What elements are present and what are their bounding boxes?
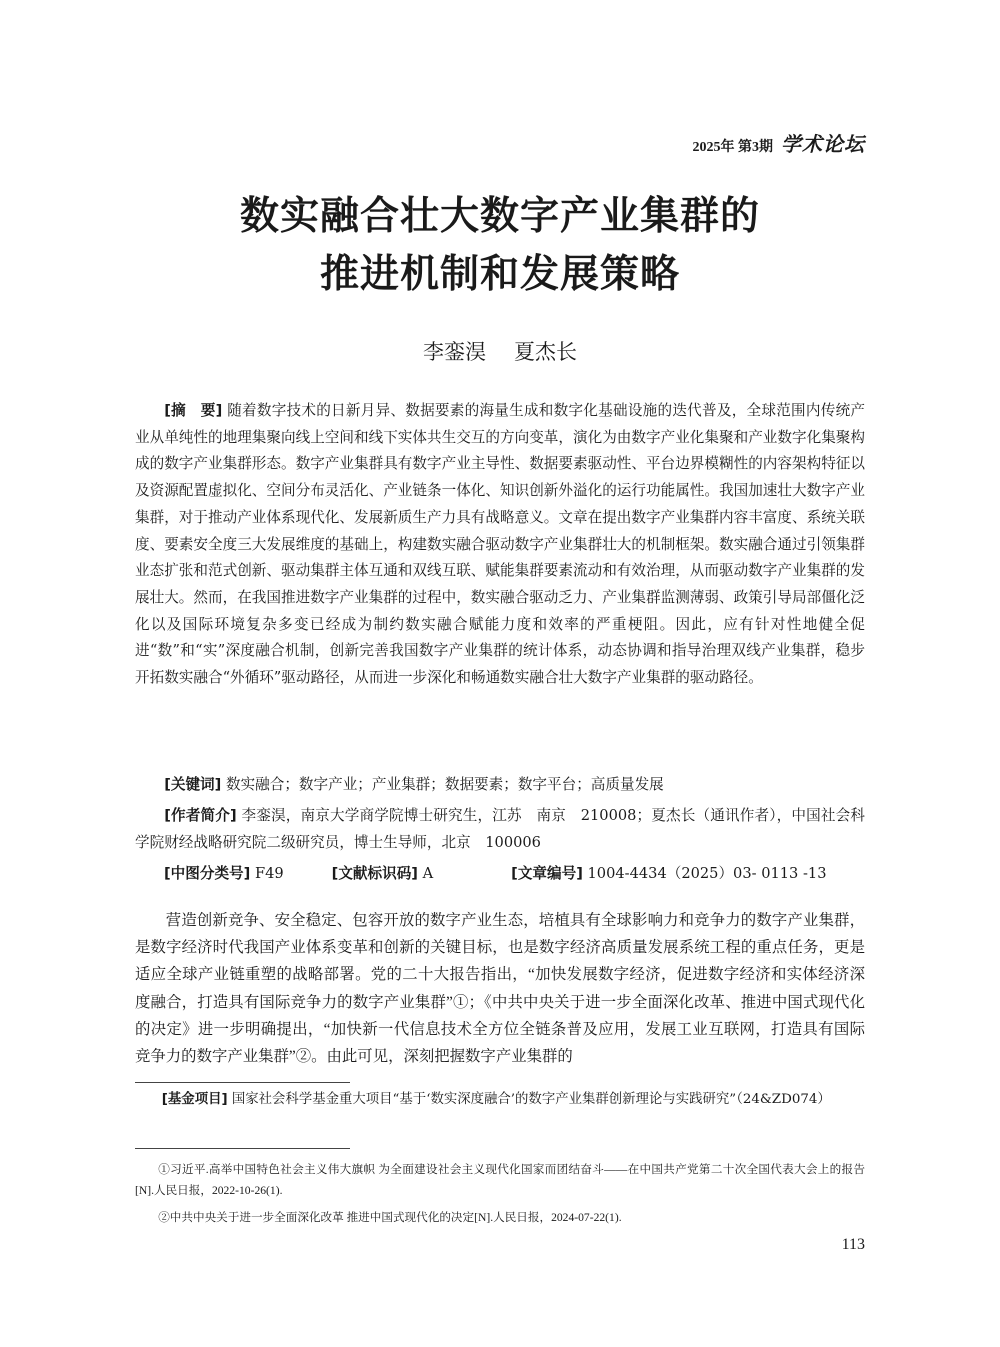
fund-label: [基金项目] [161,1092,228,1107]
article-title [0,188,1000,304]
abstract-text: 随着数字技术的日新月异、数据要素的海量生成和数字化基础设施的迭代普及，全球范围内传统产业从单纯性的地理集聚向线上空间和线下实体共生交互的方向变革，演化为由数字产业化集聚和产业数字化集聚构成的数字产业集群形态。数字产业集群具有数字产业主导性、数据要素驱动性、平台边界模糊性的内容架构特征以及资源配置虚拟化、空间分布灵活化、产业链条一体化、知识创新外溢化的运行功能属性。我国加速壮大数字产业集群，对于推动产业体系现代化、发展新质生产力具有战略意义。文章在提出数字产业集群内容丰富度、系统关联度、要素安全度三大发展维度的基础上，构建数实融合驱动数字产业集群壮大的机制框架。数实融合通过引领集群业态扩张和范式创新、驱动集群主体互通和双线互联、赋能集群要素流动和有效治理，从而驱动数字产业集群的发展壮大。然而，在我国推进数字产业集群的过程中，数实融合驱动乏力、产业集群监测薄弱、政策引导局部僵化泛化以及国际环境复杂多变已经成为制约数实融合赋能力度和效率的严重梗阻。因此，应有针对性地健全促进“数”和“实”深度融合机制，创新完善我国数字产业集群的统计体系，动态协调和指导治理双线产业集群，稳步开拓数实融合“外循环”驱动路径，从而进一步深化和畅通数实融合壮大数字产业集群的驱动路径。 [135,402,865,687]
title-line-1: 数实融合壮大数字产业集群的 [239,194,760,239]
article-number-value: 1004-4434（2025）03- 0113 -13 [587,865,827,882]
footnote-divider-1 [135,1082,350,1083]
journal-name: 学术论坛 [781,132,865,156]
author-1: 李銮淏 [423,340,486,364]
author-list [0,336,1000,366]
article-number-label: [文章编号] [511,865,583,882]
author-2: 夏杰长 [514,340,577,364]
fund-text: 国家社会科学基金重大项目“基于‘数实深度融合’的数字产业集群创新理论与实践研究”（24&ZD074） [231,1092,831,1107]
keywords-label: [关键词] [164,776,222,793]
clc-label: [中图分类号] [164,865,251,882]
fund-info [135,1087,865,1112]
body-paragraph: 营造创新竞争、安全稳定、包容开放的数字产业生态，培植具有全球影响力和竞争力的数字产业集群，是数字经济时代我国产业体系变革和创新的关键目标，也是数字经济高质量发展系统工程的重点任务，更是适应全球产业链重塑的战略部署。党的二十大报告指出，“加快发展数字经济，促进数字经济和实体经济深度融合，打造具有国际竞争力的数字产业集群”①；《中共中央关于进一步全面深化改革、推进中国式现代化的决定》进一步明确提出，“加快新一代信息技术全方位全链条普及应用，发展工业互联网，打造具有国际竞争力的数字产业集群”②。由此可见，深刻把握数字产业集群的 [135,912,865,1066]
doc-code-label: [文献标识码] [331,865,418,882]
clc-value: F49 [254,865,284,882]
title-line-2: 推进机制和发展策略 [319,252,680,297]
footnote-1: ①习近平.高举中国特色社会主义伟大旗帜 为全面建设社会主义现代化国家而团结奋斗——在中国共产党第二十次全国代表大会上的报告[N].人民日报，2022-10-26(1). [135,1163,865,1197]
page-number: 113 [841,1236,865,1253]
clc-group [164,861,284,888]
classification-row [135,861,894,888]
article-number-group [511,861,826,888]
abstract [135,398,865,692]
keywords [135,772,865,799]
body-text [135,907,865,1097]
footnote-divider-2 [135,1148,350,1149]
keywords-text: 数实融合；数字产业；产业集群；数据要素；数字平台；高质量发展 [225,776,664,793]
author-bio [135,803,865,856]
author-bio-text: 李銮淏，南京大学商学院博士研究生，江苏 南京 210008；夏杰长（通讯作者），中国社会科学院财经战略研究院二级研究员，博士生导师，北京 100006 [135,807,865,851]
doc-code-group [332,861,434,888]
footnote-2: ②中共中央关于进一步全面深化改革 推进中国式现代化的决定[N].人民日报，2024-07-22(1). [158,1211,622,1224]
running-header [693,128,866,157]
author-bio-label: [作者简介] [164,807,237,824]
issue-label: 2025年 第3期 [692,140,773,155]
doc-code-value: A [422,865,434,882]
abstract-label: [摘 要] [164,402,223,419]
